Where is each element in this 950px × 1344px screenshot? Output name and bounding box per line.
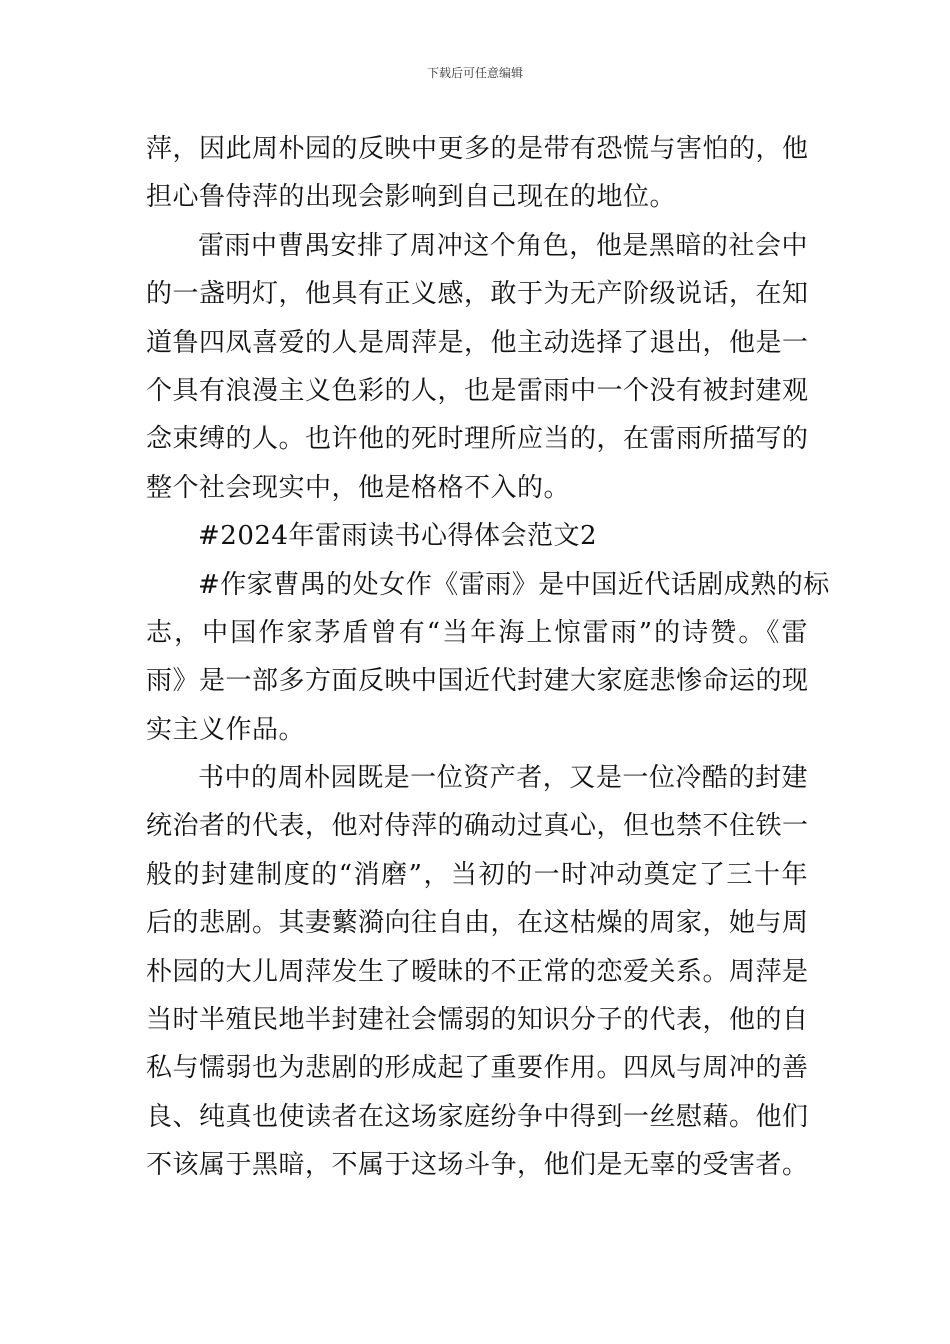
text-line: 雷雨中曹禺安排了周冲这个角色，他是黑暗的社会中 <box>198 230 808 261</box>
text-line: 朴园的大儿周萍发生了暧昧的不正常的恋爱关系。周萍是 <box>146 956 809 987</box>
text-line: 整个社会现实中，他是格格不入的。 <box>146 472 571 503</box>
text-line: 担心鲁侍萍的出现会影响到自己现在的地位。 <box>146 182 677 213</box>
text-line: 雨》是一部多方面反映中国近代封建大家庭悲惨命运的现 <box>146 666 809 697</box>
text-line: 私与懦弱也为悲剧的形成起了重要作用。四凤与周冲的善 <box>146 1053 809 1084</box>
text-line: 道鲁四凤喜爱的人是周萍是，他主动选择了退出，他是一 <box>146 327 809 358</box>
page-header: 下载后可任意编辑 <box>426 66 523 80</box>
text-line: 不该属于黑暗，不属于这场斗争，他们是无辜的受害者。 <box>146 1150 809 1181</box>
document-body <box>146 125 830 1190</box>
text-line: #2024年雷雨读书心得体会范文2 <box>198 521 597 552</box>
text-line: 良、纯真也使读者在这场家庭纷争中得到一丝慰藉。他们 <box>146 1101 809 1132</box>
text-line: 统治者的代表，他对侍萍的确动过真心，但也禁不住铁一 <box>146 811 809 842</box>
text-line: 萍，因此周朴园的反映中更多的是带有恐慌与害怕的，他 <box>146 134 809 164</box>
text-line: 的一盏明灯，他具有正义感，敢于为无产阶级说话，在知 <box>146 279 809 310</box>
text-line: 书中的周朴园既是一位资产者，又是一位冷酷的封建 <box>198 763 808 794</box>
text-line: 后的悲剧。其妻蘩漪向往自由，在这枯燥的周家，她与周 <box>146 908 809 939</box>
text-line: 志，中国作家茅盾曾有“当年海上惊雷雨”的诗赞。《雷 <box>146 617 808 648</box>
text-line: 个具有浪漫主义色彩的人，也是雷雨中一个没有被封建观 <box>146 375 809 406</box>
text-line: 般的封建制度的“消磨”，当初的一时冲动奠定了三十年 <box>146 859 808 890</box>
text-line: 实主义作品。 <box>146 714 306 745</box>
text-line: 念束缚的人。也许他的死时理所应当的，在雷雨所描写的 <box>146 424 809 455</box>
text-line: 当时半殖民地半封建社会懦弱的知识分子的代表，他的自 <box>146 1005 809 1036</box>
text-line: #作家曹禺的处女作《雷雨》是中国近代话剧成熟的标 <box>198 569 830 600</box>
